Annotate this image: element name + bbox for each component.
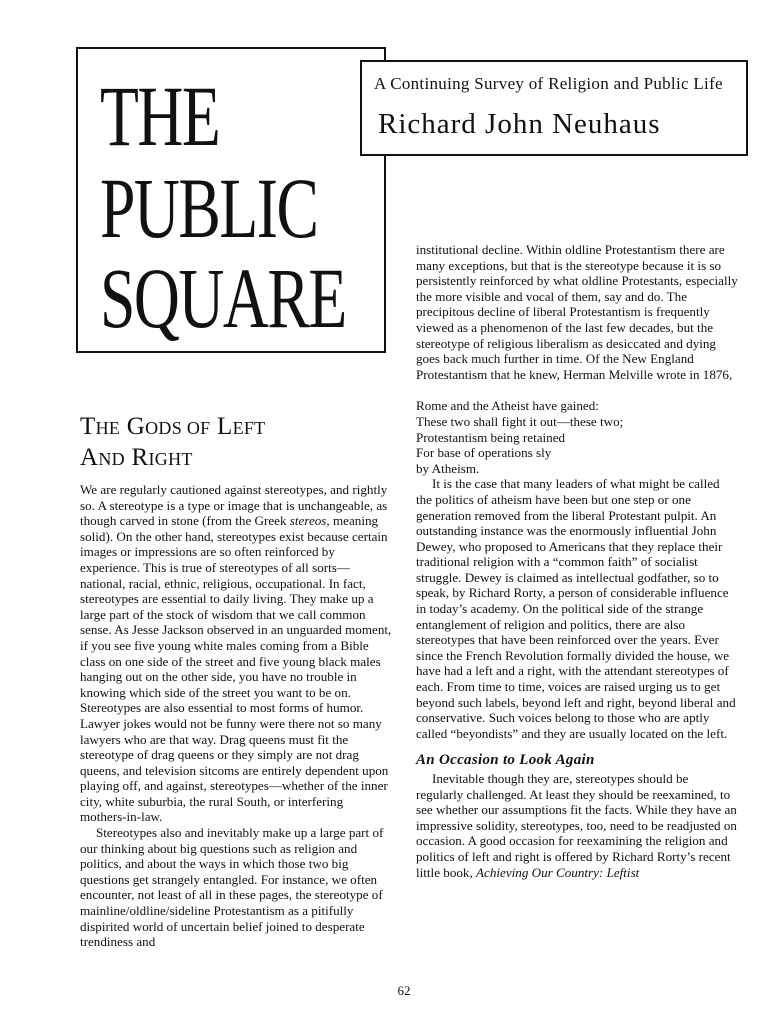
left-column [80, 482, 392, 950]
column-subtitle: A Continuing Survey of Religion and Public Life [374, 74, 723, 93]
masthead-title-line-3: SQUARE [100, 250, 346, 346]
right-column [416, 242, 738, 880]
paragraph-2: Stereotypes also and inevitably make up a large part of our thinking about big questions such as religion and politics, and about the ways in which those two big questions get strangely entangled. For instance, we often encounter, not least of all in these pages, the stereotype of mainline/oldline/sideline Protestantism as a pitifully dispirited world of uncertain belief joined to desperate trendiness and [80, 825, 384, 950]
article-heading [80, 412, 265, 474]
byline-box [360, 60, 748, 156]
paragraph-5: Inevitable though they are, stereotypes should be regularly challenged. At least they should be reexamined, to see whether our assumptions fit the facts. While they have an impressive solidity, stereotypes, too, need to be readjusted on occasion. A good occasion for reexamining the religion and politics of left and right is offered by Richard Rorty’s recent little book, Achieving Our Country: Leftist [416, 771, 737, 880]
poem-line: by Atheism. [416, 460, 480, 476]
paragraph-1: We are regularly cautioned against stereotypes, and rightly so. A stereotype is a type or image that is unchangeable, as though carved in stone (from the Greek stereos, meaning solid). On the other hand, stereotypes exist because certain images or impressions are so often reinforced by experience. This is true of stereotypes of all sorts—national, racial, ethnic, religious, occupational. In fact, stereotypes are essential to daily living. They make up a large part of the stock of wisdom that we call common sense. As Jesse Jackson observed in an unguarded moment, if you see five young white males coming from a Bible class on one side of the street and five young black males hanging out on the other side, you have no trouble in knowing which side of the street you want to be on. Stereotypes are also essential to most forms of humor. Lawyer jokes would not be funny were there not so many lawyers who are that way. Drag queens must fit the stereotype of drag queens or they simply are not drag queens, and television sitcoms are entirely dependent upon playing off, and against, stereotypes—whether of the inner city, white suburbia, the rural South, or interfering mothers-in-law. [80, 482, 392, 825]
poem-line: These two shall fight it out—these two; [416, 413, 624, 429]
masthead-title-box [76, 47, 386, 353]
section-subheading: An Occasion to Look Again [416, 752, 595, 769]
article-heading-line-1: THE GODS OF LEFT [80, 413, 266, 440]
poem-line: Rome and the Atheist have gained: [416, 398, 599, 414]
article-heading-line-2: AND RIGHT [80, 444, 193, 471]
masthead-title-line-2: PUBLIC [100, 160, 318, 256]
author-name: Richard John Neuhaus [378, 108, 661, 140]
paragraph-3: institutional decline. Within oldline Protestantism there are many exceptions, but that is the stereotype because it is so persistently reinforced by what oldline Protestants, especially the more visible and vocal of them, say and do. The precipitous decline of liberal Protestantism is frequently viewed as a phenomenon of the last few decades, but the stereotype of religious liberalism as desiccated and dying goes back much further in time. Of the New England Protestantism that he knew, Herman Melville wrote in 1876, [416, 242, 738, 382]
masthead-title-line-1: THE [100, 68, 220, 164]
poem-line: For base of operations sly [416, 445, 552, 461]
page-number: 62 [397, 983, 411, 998]
poem-line: Protestantism being retained [416, 429, 566, 445]
paragraph-4: It is the case that many leaders of what might be called the politics of atheism have been but one step or one generation removed from the liberal Protestant pulpit. An outstanding instance was the enormously influential John Dewey, who proposed to Americans that they replace their traditional religion with a “common faith” of socialist struggle. Dewey is claimed as intellectual godfather, so to speak, by Richard Rorty, a person of considerable influence in today’s academy. On the political side of the strange entanglement of religion and politics, there are also stereotypes that have been reinforced over the years. Ever since the French Revolution formally divided the house, we have had a left and a right, with the attendant stereotypes of each. From time to time, voices are raised urging us to get beyond such labels, beyond left and right, beyond liberal and conservative. Such voices belong to those who are aptly called “beyondists” and they are usually located on the left. [416, 476, 736, 741]
